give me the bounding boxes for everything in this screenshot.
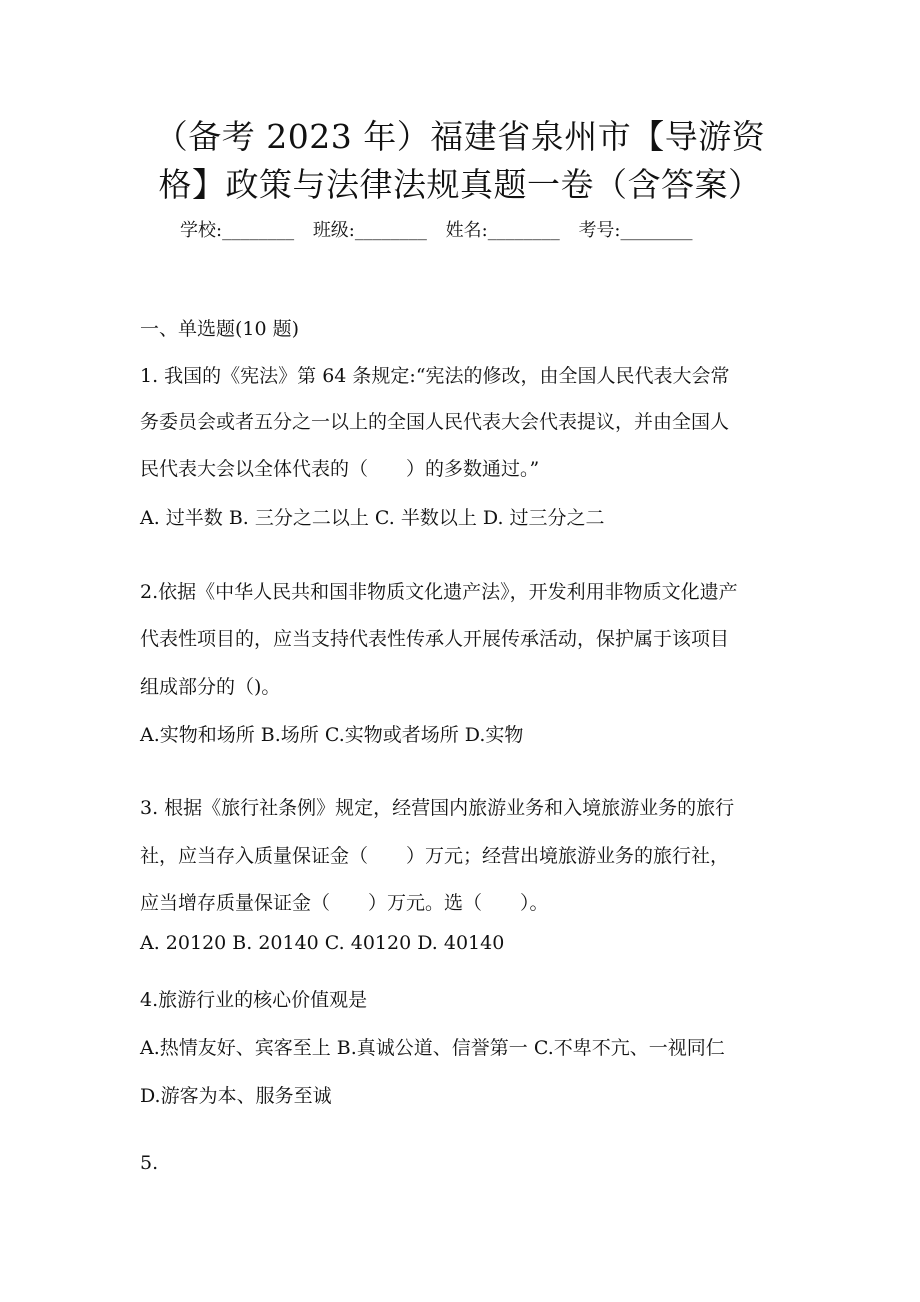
- question-2-options: A.实物和场所 B.场所 C.实物或者场所 D.实物: [140, 724, 524, 746]
- section-heading: 一、单选题(10 题): [140, 318, 300, 340]
- question-1-line-2: 务委员会或者五分之一以上的全国人民代表大会代表提议，并由全国人: [140, 411, 730, 433]
- question-3-options: A. 20120 B. 20140 C. 40120 D. 40140: [140, 932, 505, 954]
- question-4-line-1: 4.旅游行业的核心价值观是: [140, 989, 368, 1011]
- class-field: 班级:________: [312, 220, 427, 241]
- document-title-line-1: （备考 2023 年）福建省泉州市【导游资: [154, 117, 766, 156]
- question-2-line-1: 2.依据《中华人民共和国非物质文化遗产法》，开发利用非物质文化遗产: [140, 581, 738, 603]
- question-3-line-3: 应当增存质量保证金（ ）万元。选（ ）。: [140, 892, 549, 914]
- school-field: 学校:________: [180, 220, 295, 241]
- question-2-line-3: 组成部分的（)。: [140, 676, 281, 698]
- student-info-row: [180, 217, 800, 245]
- question-4-options-continued: D.游客为本、服务至诚: [140, 1085, 332, 1107]
- exam-number-field: 考号:________: [578, 220, 693, 241]
- question-5-line-1: 5.: [140, 1152, 159, 1174]
- name-field: 姓名:________: [445, 220, 560, 241]
- question-2-line-2: 代表性项目的，应当支持代表性传承人开展传承活动，保护属于该项目: [140, 628, 730, 650]
- question-1-options: A. 过半数 B. 三分之二以上 C. 半数以上 D. 过三分之二: [140, 507, 605, 529]
- question-4-options: A.热情友好、宾客至上 B.真诚公道、信誉第一 C.不卑不亢、一视同仁: [140, 1037, 725, 1059]
- question-3-line-1: 3. 根据《旅行社条例》规定，经营国内旅游业务和入境旅游业务的旅行: [140, 797, 735, 819]
- question-1-line-3: 民代表大会以全体代表的（ ）的多数通过。”: [140, 458, 540, 480]
- question-3-line-2: 社，应当存入质量保证金（ ）万元；经营出境旅游业务的旅行社，: [140, 845, 730, 867]
- document-title-line-2: 格】政策与法律法规真题一卷（含答案）: [158, 165, 762, 204]
- question-1-line-1: 1. 我国的《宪法》第 64 条规定:“宪法的修改，由全国人民代表大会常: [140, 365, 730, 387]
